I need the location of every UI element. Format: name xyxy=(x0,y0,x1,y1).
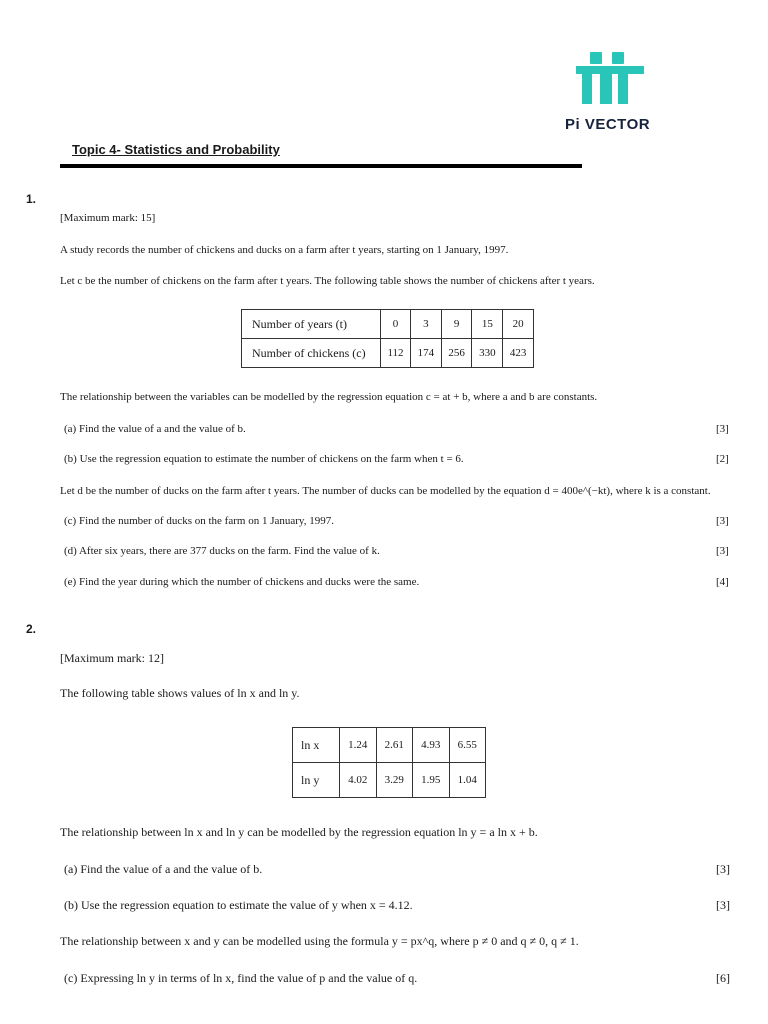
q1-part-c-mark: [3] xyxy=(716,515,729,527)
table-cell: 174 xyxy=(411,339,442,368)
q1-let-c: Let c be the number of chickens on the farm after t years. The following table shows the number of chickens after t years. xyxy=(60,275,595,287)
header-rule xyxy=(60,164,582,168)
table-cell: 4.02 xyxy=(340,763,377,798)
table-cell: 6.55 xyxy=(449,728,486,763)
table-cell: 15 xyxy=(472,310,503,339)
q1-part-a-mark: [3] xyxy=(716,423,729,435)
table-cell: 1.04 xyxy=(449,763,486,798)
table-cell: 1.24 xyxy=(340,728,377,763)
q1-part-d: (d) After six years, there are 377 ducks on the farm. Find the value of k. xyxy=(64,545,380,557)
q2-part-b: (b) Use the regression equation to estimate the value of y when x = 4.12. xyxy=(64,898,413,912)
brand-name: Pi VECTOR xyxy=(565,116,651,133)
q1-chicken-table xyxy=(241,309,534,368)
table-cell: 0 xyxy=(381,310,411,339)
q1-row-years-label: Number of years (t) xyxy=(242,310,381,339)
table-cell: 3 xyxy=(411,310,442,339)
table-cell: 9 xyxy=(441,310,472,339)
q2-relationship: The relationship between ln x and ln y can be modelled by the regression equation ln y = a ln x + b. xyxy=(60,825,538,839)
table-cell: 112 xyxy=(381,339,411,368)
q2-intro: The following table shows values of ln x and ln y. xyxy=(60,686,300,700)
q1-intro: A study records the number of chickens and ducks on a farm after t years, starting on 1 January, 1997. xyxy=(60,244,509,256)
q2-max-mark: [Maximum mark: 12] xyxy=(60,651,164,665)
q2-part-c-mark: [6] xyxy=(716,971,730,985)
table-cell: 2.61 xyxy=(376,728,413,763)
q1-row-chickens-label: Number of chickens (c) xyxy=(242,339,381,368)
question-1-number: 1. xyxy=(26,192,37,206)
q2-formula: The relationship between x and y can be modelled using the formula y = px^q, where p ≠ 0 and q ≠ 0, q ≠ 1. xyxy=(60,934,579,948)
table-cell: 423 xyxy=(503,339,534,368)
q1-let-d: Let d be the number of ducks on the farm after t years. The number of ducks can be modelled by the equation d = 400e^(−kt), where k is a constant. xyxy=(60,485,711,497)
q2-part-a: (a) Find the value of a and the value of b. xyxy=(64,862,263,876)
q2-part-b-mark: [3] xyxy=(716,898,730,912)
q2-part-a-mark: [3] xyxy=(716,862,730,876)
q1-part-c: (c) Find the number of ducks on the farm on 1 January, 1997. xyxy=(64,515,334,527)
table-cell: 330 xyxy=(472,339,503,368)
q1-max-mark: [Maximum mark: 15] xyxy=(60,212,156,224)
question-2-number: 2. xyxy=(26,622,37,636)
q2-row-lnx-label: ln x xyxy=(293,728,340,763)
q2-log-table xyxy=(292,727,486,798)
q2-part-c: (c) Expressing ln y in terms of ln x, find the value of p and the value of q. xyxy=(64,971,418,985)
topic-title: Topic 4- Statistics and Probability xyxy=(72,142,280,157)
table-cell: 256 xyxy=(441,339,472,368)
table-cell: 20 xyxy=(503,310,534,339)
q1-part-a: (a) Find the value of a and the value of b. xyxy=(64,423,246,435)
q1-part-e: (e) Find the year during which the number of chickens and ducks were the same. xyxy=(64,576,420,588)
pi-vector-logo xyxy=(560,48,660,138)
q2-row-lny-label: ln y xyxy=(293,763,340,798)
q1-part-b-mark: [2] xyxy=(716,453,729,465)
q1-relationship: The relationship between the variables can be modelled by the regression equation c = at + b, where a and b are constants. xyxy=(60,391,598,403)
table-cell: 3.29 xyxy=(376,763,413,798)
table-cell: 4.93 xyxy=(413,728,450,763)
q1-part-b: (b) Use the regression equation to estimate the number of chickens on the farm when t = 6. xyxy=(64,453,464,465)
q1-part-e-mark: [4] xyxy=(716,576,729,588)
pi-vector-logo-icon xyxy=(560,48,660,114)
table-cell: 1.95 xyxy=(413,763,450,798)
q1-part-d-mark: [3] xyxy=(716,545,729,557)
